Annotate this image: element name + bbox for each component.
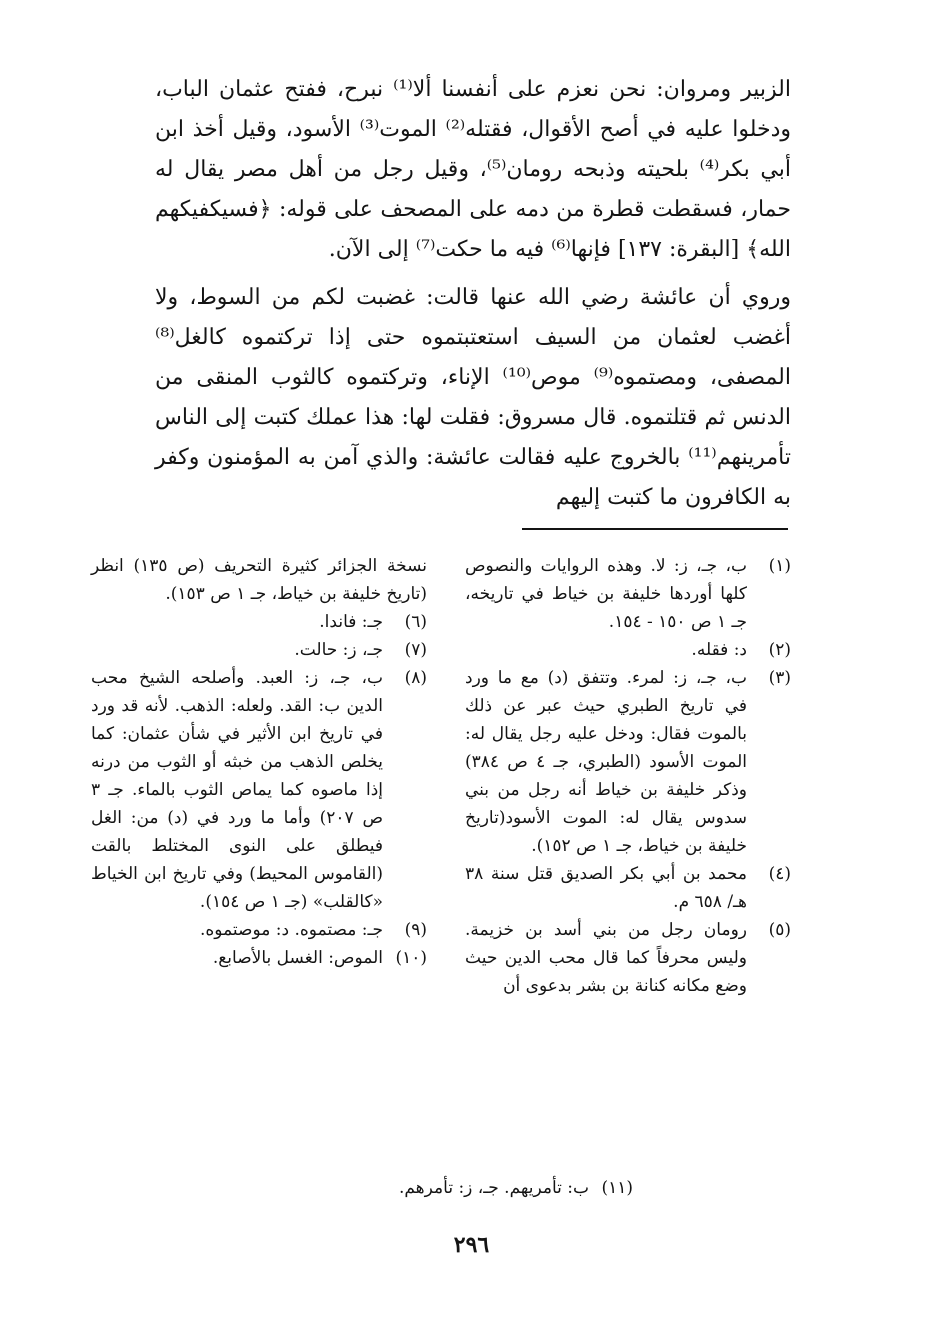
footnote-text: جـ، ز: حالت.: [294, 640, 383, 660]
footnote-text: ب، جـ، ز: لا. وهذه الروايات والنصوص كلها أوردها خليفة بن خياط في تاريخه، جـ ١ ص ١٥٠ - ١٥٤.: [465, 556, 747, 632]
footnote-text: الموص: الغسل بالأصابع.: [212, 948, 383, 968]
footnote-4: [465, 860, 791, 916]
footnote-3: [465, 664, 791, 860]
footnote-8: [91, 664, 427, 916]
footnote-10: [91, 944, 427, 972]
footnotes-right-column: [465, 552, 791, 1000]
footnote-7: [91, 636, 427, 664]
footnote-number: (٩): [404, 920, 427, 940]
footnote-9: [91, 916, 427, 944]
footnote-2: [465, 636, 791, 664]
footnote-text: جـ: مصتموه. د: موصتموه.: [200, 920, 383, 940]
footnote-text: محمد بن أبي بكر الصديق قتل سنة ٣٨ هـ/ ٦٥٨ م.: [465, 864, 747, 912]
footnote-11: [233, 1174, 633, 1202]
footnote-number: (١١): [601, 1178, 633, 1198]
footnote-number: (٣): [768, 668, 791, 688]
main-text: [155, 70, 791, 518]
footnote-number: (٥): [768, 920, 791, 940]
footnote-number: (٨): [404, 668, 427, 688]
footnote-text: ب: تأمريهم. جـ، ز: تأمرهم.: [398, 1178, 589, 1198]
footnote-number: (١٠): [395, 948, 427, 968]
main-paragraph-2: وروي أن عائشة رضي الله عنها قالت: غضبت لكم من السوط، ولا أغضب لعثمان من السيف استعتبتموه حتى إذا تركتموه كالغل⁽⁸⁾ المصفى، ومصتموه⁽⁹⁾ موص⁽¹⁰⁾ الإناء، وتركتموه كالثوب المنقى من الدنس ثم قتلتموه. قال مسروق: فقلت لها: هذا عملك كتبت إلى الناس تأمرينهم⁽¹¹⁾ بالخروج عليه فقالت عائشة: والذي آمن به المؤمنون وكفر به الكافرون ما كتبت إليهم: [155, 285, 791, 510]
footnote-number: (٤): [768, 864, 791, 884]
footnote-1: [465, 552, 791, 636]
footnote-text: ب، جـ، ز: العبد. وأصلحه الشيخ محب الدين ب: القد. ولعله: الذهب. لأنه قد ورد في تاريخ ابن الأثير في شأن عثمان: كما يخلص الذهب من خبثه أو الثوب من درنه إذا ماصوه كما يماص الثوب بالماء. جـ ٣ ص ٢٠٧) وأما ما ورد في (د) من: الغل فيطلق على النوى المختلط بالقت (القاموس المحيط) وفي تاريخ ابن الخياط «كالقلب» (جـ ١ ص ١٥٤).: [91, 668, 383, 912]
footnote-text: د: فقله.: [691, 640, 747, 660]
footnote-text: رومان رجل من بني أسد بن خزيمة. وليس محرفاً كما قال محب الدين حيث وضع مكانه كنانة بن بشر بدعوى أن: [465, 920, 747, 996]
footnote-number: (١): [768, 556, 791, 576]
footnote-number: (٧): [404, 640, 427, 660]
footnote-number: (٢): [768, 640, 791, 660]
footnote-6: [91, 608, 427, 636]
footnote-5: [465, 916, 791, 1000]
main-paragraph-1: الزبير ومروان: نحن نعزم على أنفسنا ألا⁽¹⁾ نبرح، ففتح عثمان الباب، ودخلوا عليه في أصح الأقوال، فقتله⁽²⁾ الموت⁽³⁾ الأسود، وقيل أخذ ابن أبي بكر⁽⁴⁾ بلحيته وذبحه رومان⁽⁵⁾، وقيل رجل من أهل مصر يقال له حمار، فسقطت قطرة من دمه على المصحف على قوله: ﴿فسيكفيكهم الله﴾ [البقرة: ١٣٧] فإنها⁽⁶⁾ فيه ما حكت⁽⁷⁾ إلى الآن.: [155, 77, 791, 262]
footnote-text: جـ: فاندا.: [319, 612, 383, 632]
footnote-number: (٦): [404, 612, 427, 632]
footnotes-left-column: [91, 552, 427, 972]
page-number: ٢٩٦: [453, 1232, 490, 1258]
footnote-text: ب، جـ، ز: لمرء. وتتفق (د) مع ما ورد في تاريخ الطبري حيث عبر عن ذلك بالموت فقال: ودخل عليه رجل يقال له: الموت الأسود (الطبري، جـ ٤ ص ٣٨٤) وذكر خليفة بن خياط أنه رجل من بني سدوس يقال له: الموت الأسود(تاريخ خليفة بن خياط، جـ ١ ص ١٥٢).: [465, 668, 747, 856]
footnote-separator-rule: [522, 528, 788, 530]
footnote-5-continuation: نسخة الجزائر كثيرة التحريف (ص ١٣٥) انظر (تاريخ خليفة بن خياط، جـ ١ ص ١٥٣).: [91, 556, 427, 604]
